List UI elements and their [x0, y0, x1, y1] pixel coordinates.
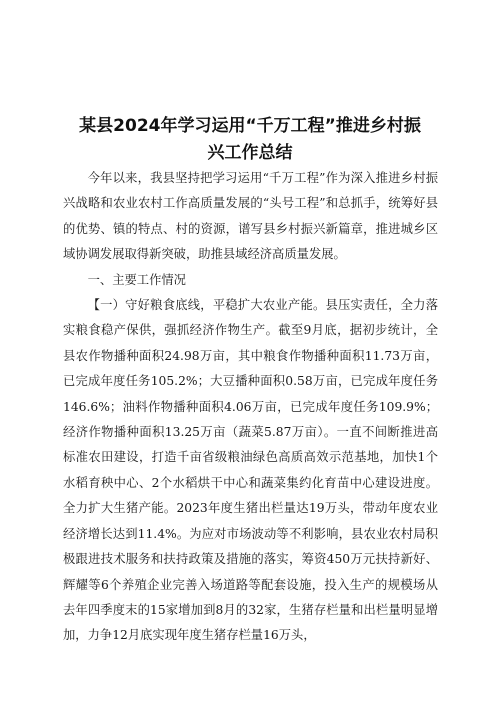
document-body: [63, 166, 438, 649]
title-line-2: 兴工作总结: [207, 143, 293, 163]
section-heading: 一、主要工作情况: [87, 272, 186, 287]
body-paragraph: 【一）守好粮食底线，平稳扩大农业产能。县压实责任，全力落实粮食稳产保供，强抓经济作物生产。截至9月底，据初步统计，全县农作物播种面积24.98万亩，其中粮食作物播种面积11.73万亩，已完成年度任务105.2%；大豆播种面积0.58万亩，已完成年度任务146.6%；油料作物播种面积4.06万亩，已完成年度任务109.9%；经济作物播种面积13.25万亩（蔬菜5.87万亩）。一直不间断推进高标准农田建设，打造千亩省级粮油绿色高质高效示范基地，加快1个水稻育秧中心、2个水稻烘干中心和蔬菜集约化育苗中心建设进度。全力扩大生猪产能。2023年度生猪出栏量达19万头，带动年度农业经济增长达到11.4%。为应对市场波动等不利影响，县农业农村局积极跟进技术服务和扶持政策及措施的落实，筹资450万元扶持新好、辉耀等6个养殖企业完善入场道路等配套设施，投入生产的规模场从去年四季度末的15家增加到8月的32家，生猪存栏量和出栏量明显增加，力争12月底实现年度生猪存栏量16万头，: [63, 298, 438, 643]
document-title: [60, 113, 440, 167]
title-line-1: 某县2024年学习运用“千万工程”推进乡村振: [79, 116, 421, 136]
intro-paragraph: 今年以来，我县坚持把学习运用“千万工程”作为深入推进乡村振兴战略和农业农村工作高质量发展的“头号工程”和总抓手，统筹好县的优势、镇的特点、村的资源，谱写县乡村振兴新篇章，推进城乡区域协调发展取得新突破，助推县域经济高质量发展。: [63, 171, 438, 262]
